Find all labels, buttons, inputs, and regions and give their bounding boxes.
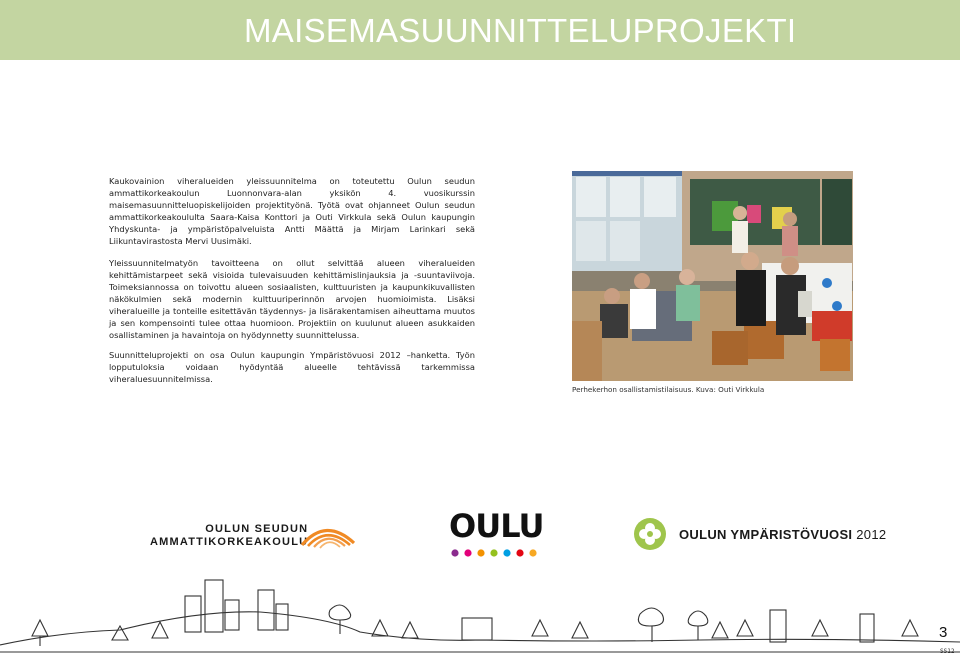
page-title: MAISEMASUUNNITTELUPROJEKTI [244, 12, 797, 49]
oamk-line-1: OULUN SEUDUN [205, 523, 309, 535]
oulu-logo: OULU [449, 507, 544, 545]
workshop-photo [572, 171, 853, 381]
intro-paragraph: Kaukovainion viheralueiden yleissuunnitelma on toteutettu Oulun seudun ammattikorkeakoulun Luonnonvara-alan yksikön 4. vuosikurssin maisemasuunnitteluopiskelijoiden projektityönä. Työtä ovat ohjanneet Oulun seudun ammattikorkeakoululta Saara-Kaisa Konttori ja Outi Virkkula sekä Oulun kaupungin Yhdyskunta- ja ympäristöpalveluista Antti Määttä ja Mirjam Larinkari sekä Liikuntavirastosta Mervi Uusimäki. [109, 176, 475, 246]
page-number: 3 [939, 624, 948, 641]
environment-year-label: OULUN YMPÄRISTÖVUOSI [679, 527, 853, 542]
oamk-logo-icon [300, 515, 356, 549]
environment-year-logo-text [679, 527, 886, 542]
environment-year-icon [633, 517, 667, 551]
artist-signature: SS12 [940, 648, 955, 655]
photo-caption: Perhekerhon osallistamistilaisuus. Kuva: Outi Virkkula [572, 385, 765, 394]
environment-year-number: 2012 [856, 527, 887, 542]
oamk-line-2: AMMATTIKORKEAKOULU [150, 536, 309, 548]
header-bar [0, 0, 960, 60]
goals-paragraph: Yleissuunnitelmatyön tavoitteena on ollut selvittää alueen viheralueiden kehittämistarpeet sekä visioida tulevaisuuden kehittämislinjauksia ja -suuntaviivoja. Toimeksiannossa on toivottu alueen sosiaalisten, kulttuuristen ja kaupunkikuvallisten näkökulmien sekä modernin kulttuuriperinnön arvojen huomioimista. Lisäksi viheralueille ja tonteille esitettävän täydennys- ja lisärakentamisen aiheuttama muutos ja sen kompensointi tulee ottaa huomioon. Projektiin on kuulunut alueen asukkaiden osallistaminen ja havaintoja on hyödynnetty suunnittelussa. [109, 258, 475, 340]
oamk-logo-text [150, 523, 308, 549]
project-paragraph: Suunnitteluprojekti on osa Oulun kaupungin Ympäristövuosi 2012 –hanketta. Työn lopputuloksia voidaan hyödyntää alueelle tehtävissä tarkemmissa viheraluesuunnitelmissa. [109, 350, 475, 384]
skyline-illustration [0, 570, 960, 657]
oulu-logo-dots [451, 548, 545, 558]
workshop-photo-illustration [572, 171, 853, 381]
